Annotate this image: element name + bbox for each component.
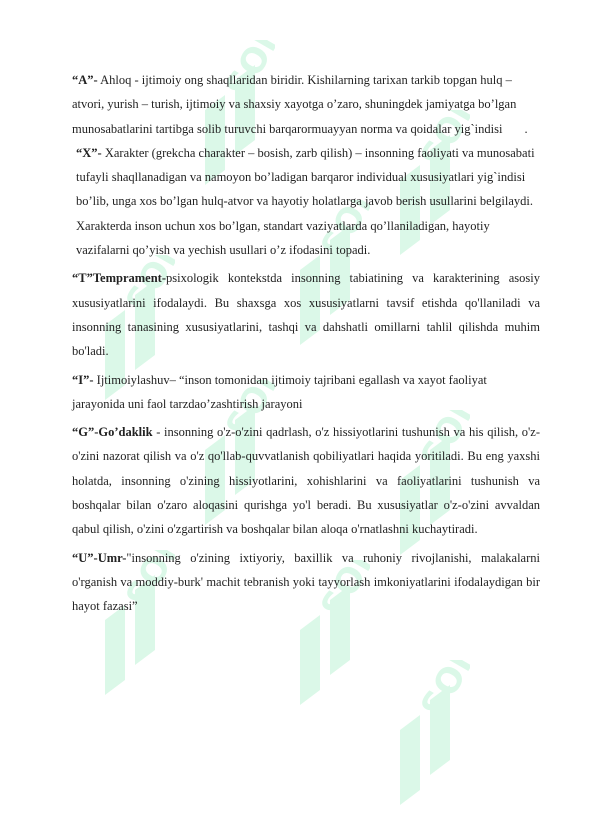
paragraph-text: "insonning o'zining ixtiyoriy, baxillik va ruhoniy rivojlanishi, malakalarni o'rganish va moddiy-burk' machit tebranish yoki tayyorlash imkoniyatlarini ifodalaydigan bir hayot fazasi”: [72, 550, 540, 614]
paragraph-axloq: [72, 68, 540, 141]
watermark-logo: [380, 660, 470, 810]
paragraph-text: Ahloq - ijtimoiy ong shaqllaridan biridir. Kishilarning tarixan tarkib topgan hulq – atvori, yurish – turish, ijtimoiy va shaxsiy xayotga o’zaro, shuningdek jamiyatga bo’lgan munosabatlarini tartibga solib turuvchi barqarormuayyan norma va qoidalar yig`indisi: [72, 73, 517, 136]
paragraph-tail: .: [524, 121, 528, 136]
paragraph-text: psixologik kontekstda insonning tabiatining va karakterining asosiy xususiyatlarini ifodalaydi. Bu shaxsga xos xususiyatlarni tavsif etishda qo'llaniladi va insonning tanasining xususiyatlarini, tashqi va dahshatli omillarni tahlil qilishda muhim bo'ladi.: [72, 271, 540, 359]
svg-text:SOF: SOF: [313, 560, 370, 625]
term-label: “G”-Go’daklik: [72, 425, 153, 440]
watermark-logo-icon: [380, 660, 470, 810]
svg-text:SOF: SOF: [413, 110, 470, 175]
svg-text:SOF: SOF: [218, 40, 275, 105]
paragraph-xarakter: [72, 141, 540, 262]
paragraph-text: - insonning o'z-o'zini qadrlash, o'z hissiyotlarini tushunish va his qilish, o'z-o'zini nazorat qilish va o'z qo'llab-quvvatlanish qobiliyatlari haqida yoritiladi. Bu eng yaxshi holatda, insonning o'zining hissiyotlarini, xohishlarini va faoliyatlarini tushunish va boshqalar bilan o'zaro aloqasini qurishga yo'l beradi. Bu xususiyatlar o'z-o'zini avvaldan qabul qilish, o'zini o'zgartirish va boshqalar bilan aloqa o'rnatlashni kuchaytiradi.: [72, 425, 540, 537]
svg-text:SOF: SOF: [118, 550, 175, 615]
paragraph-umr: [72, 546, 540, 619]
paragraph-text: Ijtimoiylashuv– “inson tomonidan ijtimoiy tajribani egallash va xayot faoliyat jarayonida uni faol tarzdao’zashtirish jarayoni: [72, 372, 487, 411]
term-label: “T”Temprament-: [72, 271, 166, 286]
svg-text:SOF: SOF: [118, 255, 175, 320]
paragraph-ijtimoiylashuv: [72, 368, 540, 417]
svg-text:SOF: SOF: [413, 410, 470, 475]
document-body: [72, 68, 540, 619]
term-label: “I”-: [72, 372, 94, 387]
term-label: “X”-: [76, 145, 102, 160]
svg-text:SOF: SOF: [413, 660, 470, 725]
paragraph-temprament: [72, 266, 540, 363]
paragraph-godaklik: [72, 420, 540, 541]
term-label: “U”-Umr-: [72, 550, 127, 565]
svg-text:SOF: SOF: [218, 380, 275, 445]
paragraph-text: Xarakter (grekcha charakter – bosish, zarb qilish) – insonning faoliyati va munosabati tufayli shaqllanadigan va namoyon bo’ladigan barqaror individual xususiyatlari yig`indisi bo’lib, unga xos bo’lgan hulq-atvor va hayotiy holatlarga javob berish usullarini belgilaydi. Xarakterda inson uchun xos bo’lgan, standart vaziyatlarda qo’llaniladigan, hayotiy vazifalarni qo’yish va yechish usullari o’z ifodasini topadi.: [76, 145, 535, 258]
term-label: “A”-: [72, 73, 98, 87]
svg-text:SOF: SOF: [313, 200, 370, 265]
